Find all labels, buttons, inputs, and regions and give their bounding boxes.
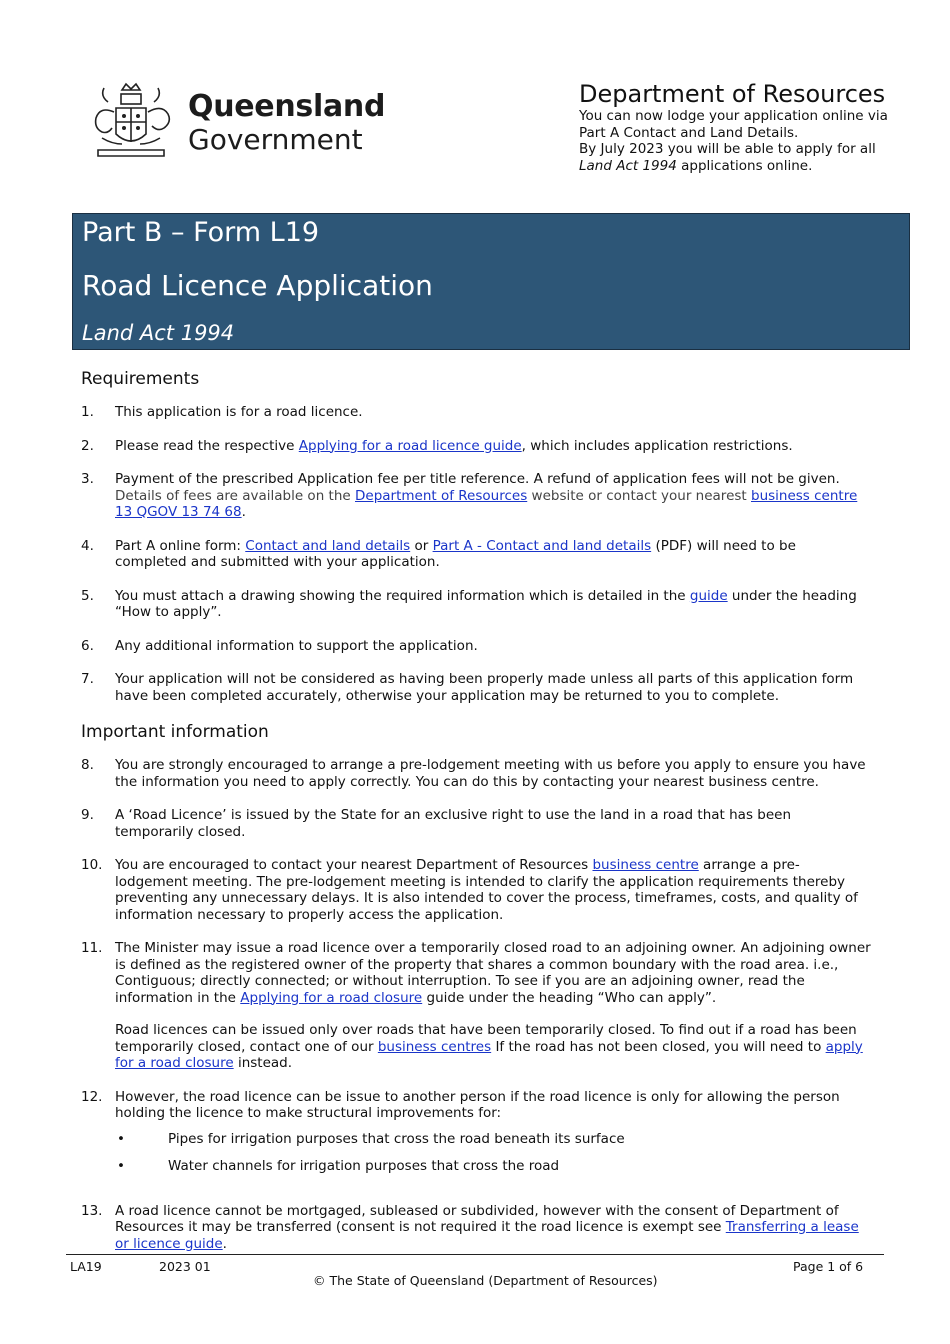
road-closure-guide-link[interactable]: Applying for a road closure [240,989,423,1006]
list-item: 5. You must attach a drawing showing the required information which is detailed in the guide under the heading “How to apply”. [81,587,857,620]
list-item: 8. You are strongly encouraged to arrange a pre-lodgement meeting with us before you apply to ensure you have the information you need to apply correctly. You can do this by contacting your nearest business centre. [81,757,866,790]
business-centres-link[interactable]: business centres [377,1038,492,1055]
logo-wordmark-government: Government [188,123,363,156]
department-title: Department of Resources [579,80,886,108]
list-item: 11. The Minister may issue a road licence over a temporarily closed road to an adjoining owner. An adjoining owner is defined as the registered owner of the property that shares a common boundary with the road area. i.e., Contiguous; directly connected; or without interruption. To see if you are an adjoining owner, read the information in the Applying for a road closure guide under the heading “Who can apply”. Road licences can be issued only over roads that have been temporarily closed. To find out if a road has been temporarily closed, contact one of our business centres If the road has not been closed, you will need to apply for a road closure instead. [81,940,871,1071]
guide-link[interactable]: guide [689,587,728,604]
form-title: Road Licence Application [82,269,433,302]
coat-of-arms-icon [88,78,174,164]
bullet-list [115,1131,871,1175]
list-item: 1. This application is for a road licence. [81,404,363,420]
form-content [81,368,871,1269]
list-item: 9. A ‘Road Licence’ is issued by the State for an exclusive right to use the land in a road that has been temporarily closed. [81,807,792,840]
list-item: 10. You are encouraged to contact your nearest Department of Resources business centre arrange a pre-lodgement meeting. The pre-lodgement meeting is intended to clarify the application requirements thereby preventing any unnecessary delays. It is also intended to cover the process, timeframes, costs, and quality of information necessary to properly access the application. [81,857,858,923]
contact-land-details-link[interactable]: Contact and land details [245,537,411,554]
requirements-heading: Requirements [81,369,200,389]
road-licence-guide-link[interactable]: Applying for a road licence guide [298,437,522,454]
form-part-title: Part B – Form L19 [82,217,320,248]
qgov-phone-link[interactable]: 13 QGOV 13 74 68 [115,504,242,520]
bullet-item: • Water channels for irrigation purposes that cross the road [117,1158,560,1174]
footer-form-code: LA19 [70,1259,102,1274]
footer-divider [66,1254,884,1255]
bullet-item: • Pipes for irrigation purposes that cross the road beneath its surface [117,1130,625,1147]
online-lodgement-notice: You can now lodge your application online via Part A Contact and Land Details. By July 2023 you will be able to apply for all Land Act 1994 applications online. [579,108,888,174]
part-a-pdf-link[interactable]: Part A - Contact and land details [432,537,652,554]
logo-wordmark-queensland: Queensland [188,89,386,124]
list-item: 4. Part A online form: Contact and land details or Part A - Contact and land details (PDF) will need to be completed and submitted with your application. [81,537,796,570]
form-act: Land Act 1994 [82,321,235,345]
footer-page-number: Page 1 of 6 [793,1259,864,1274]
list-item: 6. Any additional information to support the application. [81,637,478,654]
form-title-banner [72,213,910,350]
business-centre-link[interactable]: business centre [592,857,699,873]
business-centre-link[interactable]: business centre [751,487,858,504]
important-information-heading: Important information [81,722,269,742]
qld-government-logo [88,78,386,164]
apply-road-closure-link[interactable]: apply for a road closure [115,1038,863,1071]
transferring-lease-guide-link[interactable]: Transferring a lease or licence guide [115,1219,859,1252]
list-item: 13. A road licence cannot be mortgaged, subleased or subdivided, however with the consent of Department of Resources it may be transferred (consent is not required it the road licence is exempt see Transferring a lease or licence guide. [81,1202,859,1252]
list-item: 12. However, the road licence can be issue to another person if the road licence is only for allowing the person holding the licence to make structural improvements for: • Pipes for irrigation purposes that cross the road beneath its surface • Water channels for irrigation purposes that cross the road [81,1089,871,1186]
list-item: 2. Please read the respective Applying for a road licence guide, which includes application restrictions. [81,437,793,454]
list-item: 7. Your application will not be considered as having been properly made unless all parts of this application form have been completed accurately, otherwise your application may be returned to you to complete. [81,671,854,704]
footer-version: 2023 01 [159,1259,211,1274]
department-of-resources-link[interactable]: Department of Resources [355,487,528,504]
footer-copyright: © The State of Queensland (Department of Resources) [313,1273,658,1288]
department-block [579,80,909,174]
list-item: 3. Payment of the prescribed Application fee per title reference. A refund of application fees will not be given. Details of fees are available on the Department of Resources website or contact your nearest business centre 13 QGOV 13 74 68. [81,471,858,520]
